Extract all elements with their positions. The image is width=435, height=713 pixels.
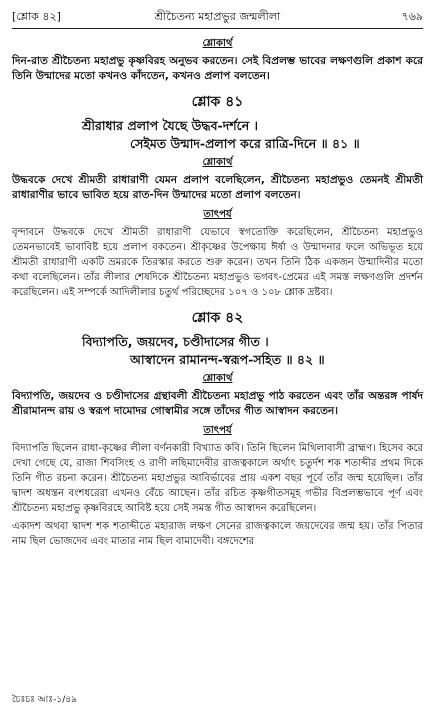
purport-paragraph: একাদশ অথবা দ্বাদশ শক শতাব্দীতে মহারাজ লক্ষণ সেনের রাজত্বকালে জয়দেবের জন্ম হয়। তাঁর পিতার নাম ছিল ভোজদেব এবং মাতার নাম ছিল বামাদেবী। বঙ্গদেশের xyxy=(12,521,423,547)
purport-paragraph: বিদ্যাপতি ছিলেন রাধা-কৃষ্ণের লীলা বর্ণনকারী বিখ্যাত কবি। তিনি ছিলেন মিথিলাবাসী ব্রাহ্মণ। হিসেব করে দেখা গেছে যে, রাজা শিবসিংহ ও রাণী লছিমাদেবীর রাজত্বকালে অর্থাৎ চতুর্দশ শক শতাব্দীর প্রথম দিকে তিনি গীত রচনা করেন। শ্রীচৈতন্য মহাপ্রভুর আবির্ভাবের প্রায় একশ বছর পূর্বে তাঁর জন্ম হয়েছিল। তাঁর দ্বাদশ অধস্তন বংশধরেরা এখনও বেঁচে আছেন। তাঁর রচিত কৃষ্ণগীতসমূহ গভীর বিপ্রলম্ভভাবে পূর্ণ এবং শ্রীচৈতন্য মহাপ্রভু কৃষ্ণবিরহে আবিষ্ট হয়ে সেই সমস্ত গীত আস্বাদন করেছিলেন। xyxy=(12,443,423,514)
translation-paragraph: দিন-রাত শ্রীচৈতন্য মহাপ্রভু কৃষ্ণবিরহ অনুভব করতেন। সেই বিপ্রলম্ভ ভাবের লক্ষণগুলি প্রকাশ করে তিনি উন্মাদের মতো কখনও কাঁদতেন, কখনও প্রলাপ বলতেন। xyxy=(12,55,423,82)
running-header xyxy=(12,8,423,26)
translation-paragraph: বিদ্যাপতি, জয়দেব ও চণ্ডীদাসের গ্রন্থাবলী শ্রীচৈতন্য মহাপ্রভু পাঠ করতেন এবং তাঁর অন্তরঙ্গ পার্ষদ শ্রীরামানন্দ রায় ও স্বরূপ দামোদর গোস্বামীর সঙ্গে তাঁদের গীত আস্বাদন করতেন। xyxy=(12,390,423,417)
header-rule xyxy=(12,28,423,29)
section-label: শ্লোকার্থ xyxy=(202,373,233,384)
page-body xyxy=(12,34,423,552)
section-label: শ্লোকার্থ xyxy=(202,157,233,168)
page-footer: চৈঃচঃ আঃ-১/৪৯ xyxy=(12,695,77,705)
verse-heading: শ্লোক ৪১ xyxy=(191,94,244,110)
translation-paragraph: উদ্ধবকে দেখে শ্রীমতী রাধারাণী যেমন প্রলাপ বলেছিলেন, শ্রীচৈতন্য মহাপ্রভুও তেমনই শ্রীমতী রাধারাণীর ভাবে ভাবিত হয়ে রাত-দিন উন্মাদের মতো প্রলাপ বলতেন। xyxy=(12,174,423,201)
section-label: শ্লোকার্থ xyxy=(202,38,233,49)
page-number: ৭৬৯ xyxy=(401,10,423,23)
verse-line: আস্বাদেন রামানন্দ-স্বরূপ-সহিত ॥ ৪২ ॥ xyxy=(130,352,325,367)
verse-heading: শ্লোক ৪২ xyxy=(191,310,244,326)
header-chapter-title: শ্রীচৈতন্য মহাপ্রভুর জন্মলীলা xyxy=(154,10,281,23)
verse-line: বিদ্যাপতি, জয়দেব, চণ্ডীদাসের গীত । xyxy=(82,334,269,349)
section-label: তাৎপর্য xyxy=(203,209,232,220)
section-label: তাৎপর্য xyxy=(203,425,232,436)
verse-line: শ্রীরাধার প্রলাপ যৈছে উদ্ধব-দর্শনে । xyxy=(82,118,258,133)
verse-line: সেইমত উন্মাদ-প্রলাপ করে রাত্রি-দিনে ॥ ৪১ ॥ xyxy=(130,136,360,151)
header-verse-ref: [শ্লোক ৪২] xyxy=(12,10,61,23)
purport-paragraph: বৃন্দাবনে উদ্ধবকে দেখে শ্রীমতী রাধারাণী যেভাবে স্বগতোক্তি করেছিলেন, শ্রীচৈতন্য মহাপ্রভুও তেমনভাবেই ভাবাবিষ্ট হয়ে প্রলাপ বকতেন। শ্রীকৃষ্ণের উপেক্ষায় ঈর্ষা ও উন্মাদনার ফলে অভিভূত হয়ে শ্রীমতী রাধারাণী একটি ভ্রমরকে তিরস্কার করতে শুরু করেন। তখন তিনি ঠিক একজন উন্মাদিনীর মতো কথা বলেছিলেন। তাঁর লীলার শেষদিকে শ্রীচৈতন্য মহাপ্রভুও ভগবৎ-প্রেমের এই সমস্ত লক্ষণগুলি প্রদর্শন করেছিলেন। এই সম্পর্কে আদিলীলার চতুর্থ পরিচ্ছেদের ১০৭ ও ১০৮ শ্লোক দ্রষ্টব্য। xyxy=(12,227,423,298)
